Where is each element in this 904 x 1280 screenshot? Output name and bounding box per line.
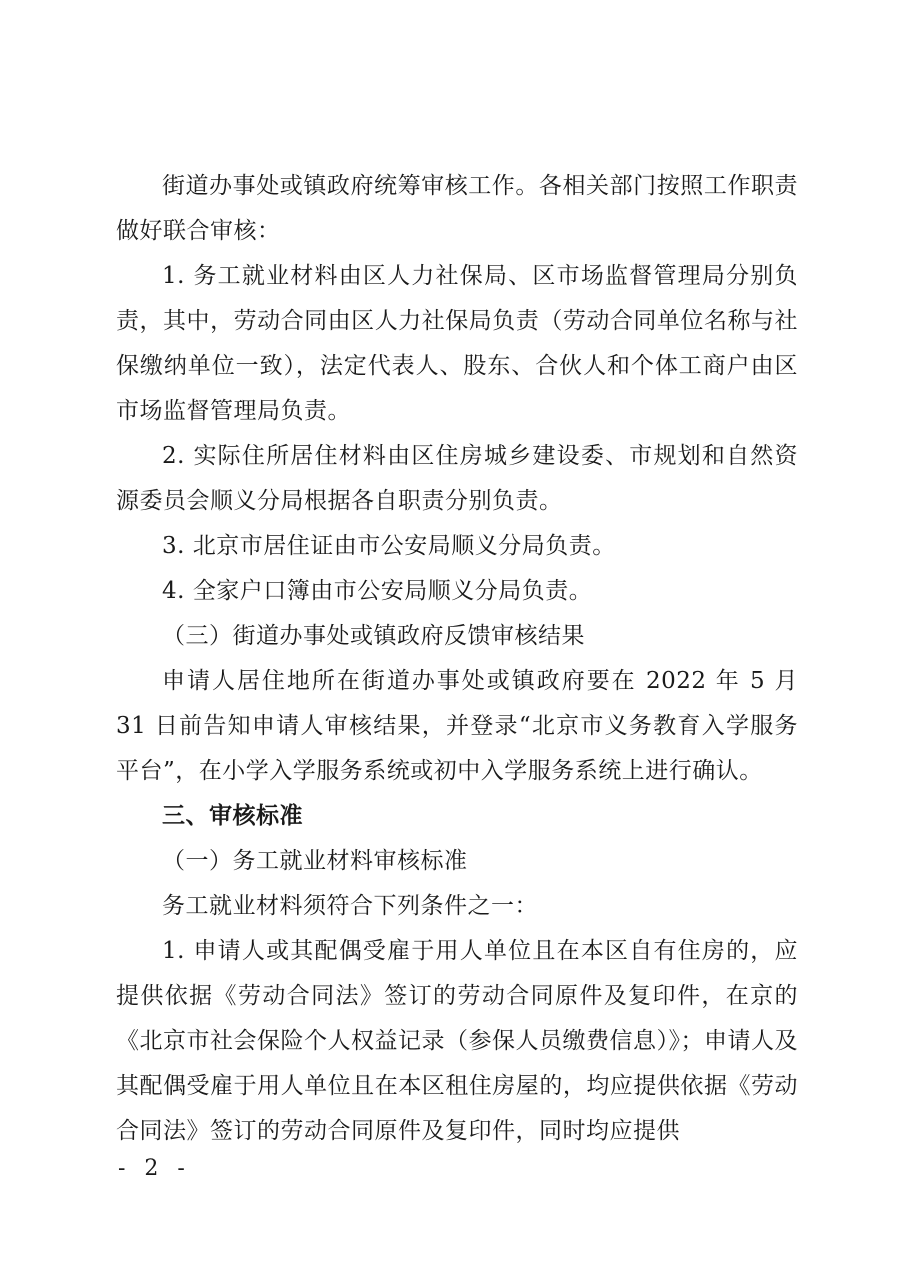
page-number: - 2 - [118,1156,191,1181]
paragraph-employment-conditions: 务工就业材料须符合下列条件之一： [162,893,538,919]
paragraph-item-2-residence: 2. 实际住所居住材料由区住房城乡建设委、市规划和自然资源委员会顺义分局根据各自职责分别负责。 [116,443,798,514]
subheading-employment-standards: （一）务工就业材料审核标准 [162,848,468,874]
paragraph-review-coordination: 街道办事处或镇政府统筹审核工作。各相关部门按照工作职责做好联合审核： [116,173,798,244]
section-heading-review-standards: 三、审核标准 [162,803,303,829]
paragraph-item-3-residence-permit: 3. 北京市居住证由市公安局顺义分局负责。 [162,533,616,559]
paragraph-employment-condition-1: 1. 申请人或其配偶受雇于用人单位且在本区自有住房的，应提供依据《劳动合同法》签订的劳动合同原件及复印件，在京的《北京市社会保险个人权益记录（参保人员缴费信息）》；申请人及其配偶受雇于用人单位且在本区租住房屋的，均应提供依据《劳动合同法》签订的劳动合同原件及复印件，同时均应提供 [116,938,798,1144]
paragraph-feedback-deadline: 申请人居住地所在街道办事处或镇政府要在 2022 年 5 月 31 日前告知申请人审核结果，并登录“北京市义务教育入学服务平台”，在小学入学服务系统或初中入学服务系统上进行确认。 [116,668,798,784]
paragraph-item-1-employment: 1. 务工就业材料由区人力社保局、区市场监督管理局分别负责，其中，劳动合同由区人力社保局负责（劳动合同单位名称与社保缴纳单位一致），法定代表人、股东、合伙人和个体工商户由区市场监督管理局负责。 [116,263,798,424]
subheading-feedback-results: （三）街道办事处或镇政府反馈审核结果 [162,623,585,649]
paragraph-item-4-household-register: 4. 全家户口簿由市公安局顺义分局负责。 [162,578,593,604]
document-body [116,164,798,1154]
